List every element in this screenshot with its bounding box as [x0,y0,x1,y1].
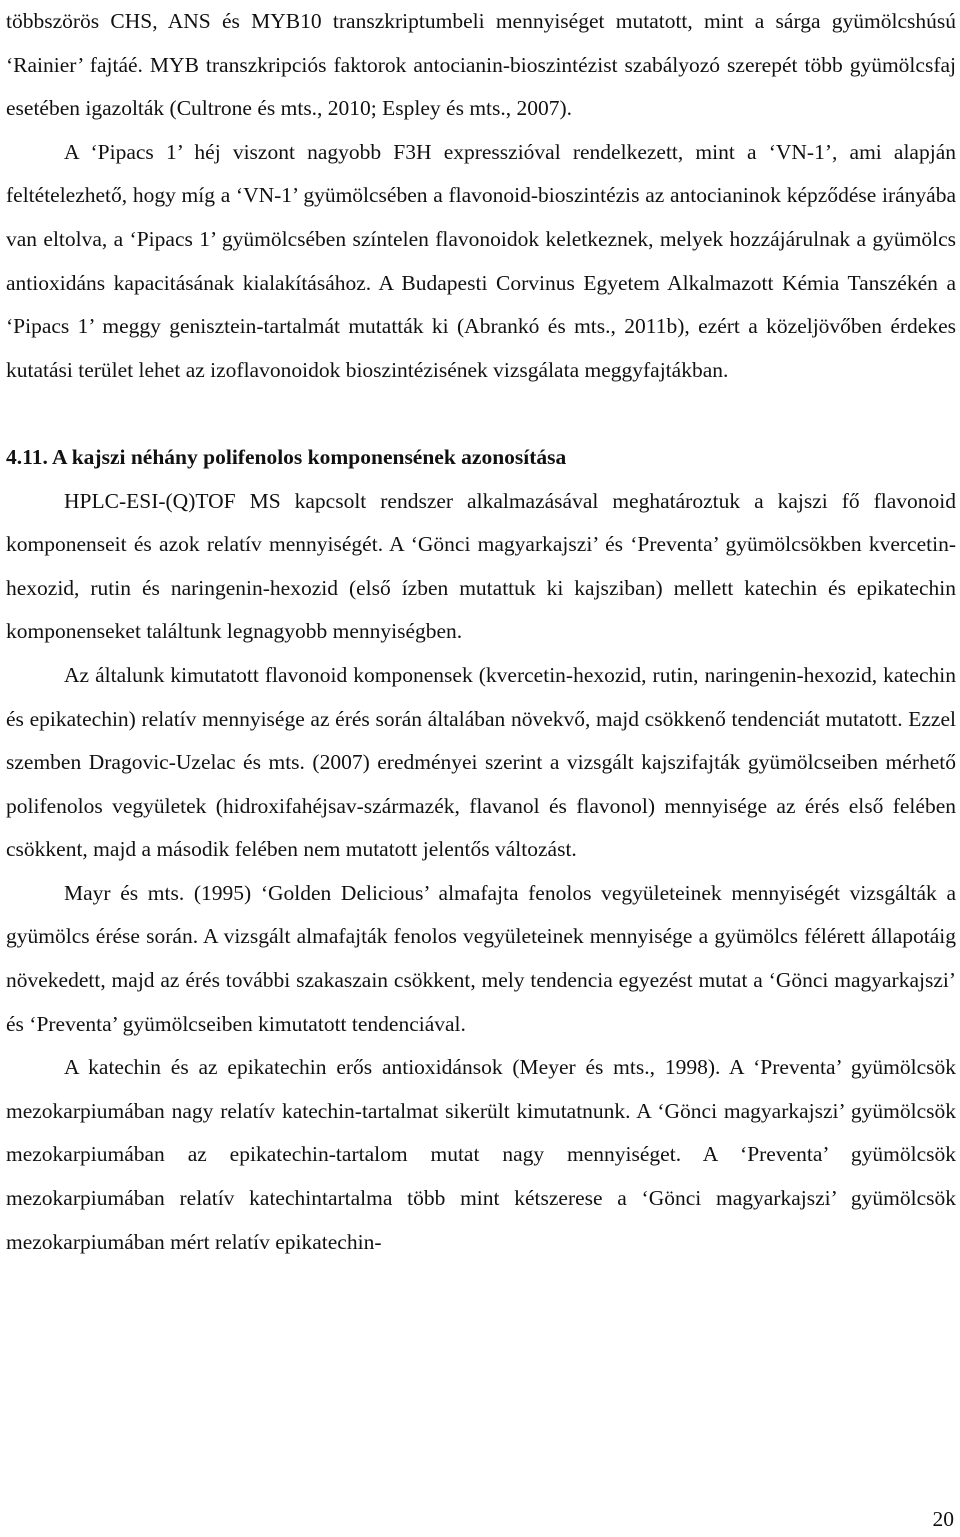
paragraph-flavonoid-trend: Az általunk kimutatott flavonoid komponensek (kvercetin-hexozid, rutin, naringenin-hexozid, katechin és epikatechin) relatív mennyisége az érés során általában növekvő, majd csökkenő tendenciát mutatott. Ezzel szemben Dragovic-Uzelac és mts. (2007) eredményei szerint a vizsgált kajszifajták gyümölcseiben mérhető polifenolos vegyületek (hidroxifahéjsav-származék, flavanol és flavonol) mennyisége az érés első felében csökkent, majd a második felében nem mutatott jelentős változást. [6,662,956,862]
document-page [6,0,956,1264]
page-number: 20 [932,1507,954,1531]
paragraph-mayr-apple: Mayr és mts. (1995) ‘Golden Delicious’ almafajta fenolos vegyületeinek mennyiségét vizsgálták a gyümölcs érése során. A vizsgált almafajták fenolos vegyületeinek mennyisége a gyümölcs félérett állapotáig növekedett, majd az érés további szakaszain csökkent, mely tendencia egyezést mutat a ‘Gönci magyarkajszi’ és ‘Preventa’ gyümölcseiben kimutatott tendenciával. [6,880,956,1036]
paragraph-pipacs-f3h: A ‘Pipacs 1’ héj viszont nagyobb F3H expresszióval rendelkezett, mint a ‘VN-1’, ami alapján feltételezhető, hogy míg a ‘VN-1’ gyümölcsében a flavonoid-bioszintézis az antocianinok képződése irányába van eltolva, a ‘Pipacs 1’ gyümölcsében színtelen flavonoidok keletkeznek, melyek hozzájárulnak a gyümölcs antioxidáns kapacitásának kialakításához. A Budapesti Corvinus Egyetem Alkalmazott Kémia Tanszékén a ‘Pipacs 1’ meggy genisztein-tartalmát mutatták ki (Abrankó és mts., 2011b), ezért a közeljövőben érdekes kutatási terület lehet az izoflavonoidok bioszintézisének vizsgálata meggyfajtákban. [6,139,956,382]
paragraph-hplc-results: HPLC-ESI-(Q)TOF MS kapcsolt rendszer alkalmazásával meghatároztuk a kajszi fő flavonoid komponenseit és azok relatív mennyiségét. A ‘Gönci magyarkajszi’ és ‘Preventa’ gyümölcsökben kvercetin-hexozid, rutin és naringenin-hexozid (első ízben mutattuk ki kajsziban) mellett katechin és epikatechin komponenseket találtunk legnagyobb mennyiségben. [6,488,956,644]
section-heading-4-11: 4.11. A kajszi néhány polifenolos komponensének azonosítása [6,444,567,469]
paragraph-myb-transcripts: többszörös CHS, ANS és MYB10 transzkriptumbeli mennyiséget mutatott, mint a sárga gyümölcshúsú ‘Rainier’ fajtáé. MYB transzkripciós faktorok antocianin-bioszintézist szabályozó szerepét több gyümölcsfaj esetében igazolták (Cultrone és mts., 2010; Espley és mts., 2007). [6,9,956,121]
paragraph-catechin-antioxidants: A katechin és az epikatechin erős antioxidánsok (Meyer és mts., 1998). A ‘Preventa’ gyümölcsök mezokarpiumában nagy relatív katechin-tartalmat sikerült kimutatnunk. A ‘Gönci magyarkajszi’ gyümölcsök mezokarpiumában az epikatechin-tartalom mutat nagy mennyiséget. A ‘Preventa’ gyümölcsök mezokarpiumában relatív katechintartalma több mint kétszerese a ‘Gönci magyarkajszi’ gyümölcsök mezokarpiumában mért relatív epikatechin- [6,1055,956,1254]
